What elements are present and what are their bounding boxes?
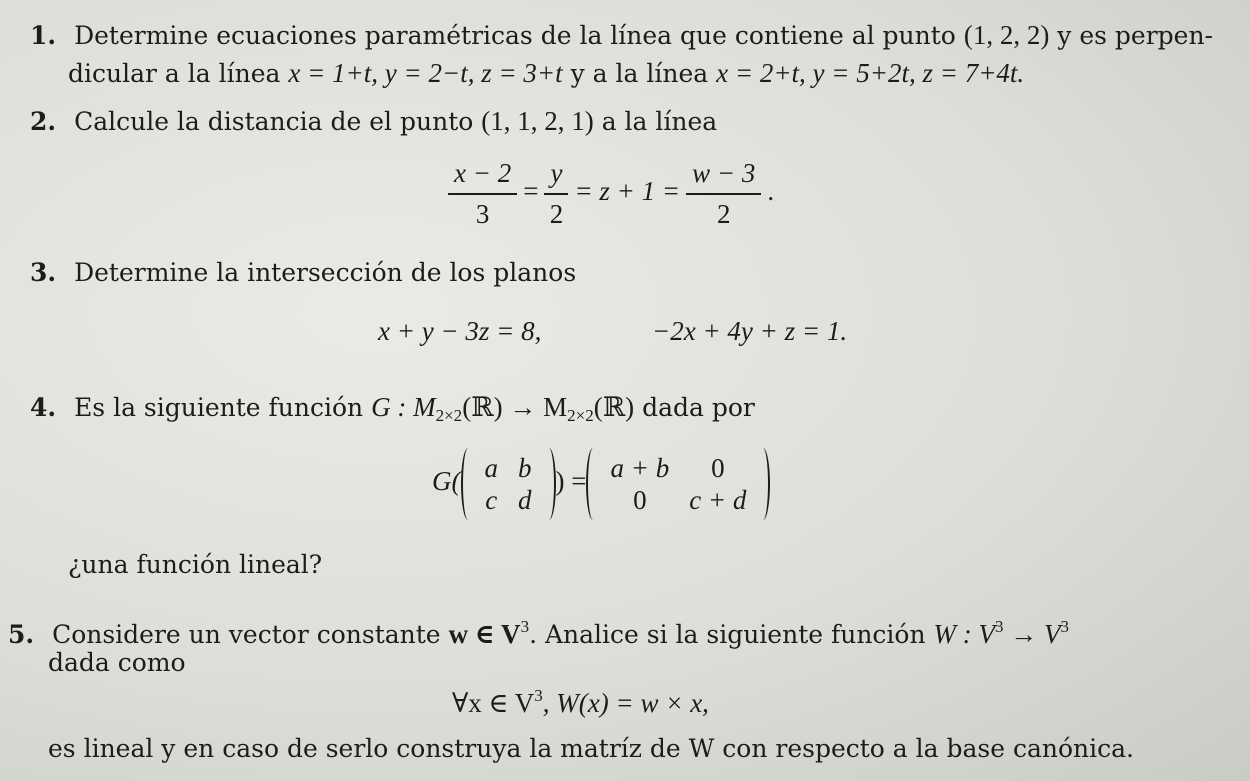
problem-5-line-1 (8, 612, 1069, 650)
problem-5-line-2: dada como (48, 648, 186, 677)
function-name: G : M (371, 392, 436, 422)
problem-number: 4. (30, 393, 57, 422)
forall-statement: ∀x ∈ V (452, 688, 535, 718)
problem-number: 2. (30, 107, 57, 136)
line-equation: x = 2+t, y = 5+2t, z = 7+4t. (716, 58, 1025, 88)
problem-text: Considere un vector constante (52, 620, 441, 649)
vector-w: w ∈ V (448, 619, 521, 649)
fraction-denominator: 2 (716, 199, 731, 229)
fraction-numerator: y (544, 158, 568, 195)
problem-text: Determine la intersección de los planos (74, 258, 577, 287)
fraction-numerator: x − 2 (448, 158, 517, 195)
problem-text: Es la siguiente función (74, 393, 364, 422)
superscript: 3 (534, 686, 543, 705)
function-arrow: → V (1003, 619, 1061, 649)
fraction (448, 158, 517, 230)
matrix-entry: a (484, 453, 498, 483)
fraction-denominator: 2 (549, 199, 564, 229)
line-equation: x = 1+t, y = 2−t, z = 3+t (288, 58, 563, 88)
function-codomain: (ℝ) (593, 392, 635, 422)
problem-5-line-4: es lineal y en caso de serlo construya la matríz de W con respecto a la base canónica. (48, 734, 1134, 763)
function-map: W : V (933, 619, 996, 649)
problem-text: a la línea (601, 107, 718, 136)
function-definition: , W(x) = w × x, (542, 688, 709, 718)
line-equation-fractions: $\frac{x - 2}{3}$ = $\frac{y}{2}$ = z + 1 = $\frac{w - 3}{2}$ . (442, 158, 774, 230)
matrix-entry: b (518, 453, 532, 483)
problem-1-line-2 (68, 58, 1024, 89)
function-apply: G( (432, 466, 461, 497)
matrix-definition (432, 452, 770, 516)
math-point: (1, 1, 2, 1) (481, 106, 594, 136)
matrix-entry: 0 (711, 453, 725, 483)
fraction (544, 158, 568, 230)
problem-number: 3. (30, 258, 57, 287)
superscript: 3 (995, 617, 1004, 636)
matrix-entry: d (518, 485, 532, 515)
superscript: 3 (1060, 617, 1070, 636)
problem-text: dicular a la línea (68, 59, 281, 88)
problem-3-line-1 (30, 258, 576, 288)
matrix-entry: 0 (633, 485, 647, 515)
math-point: (1, 2, 2) (963, 20, 1050, 50)
problem-1-line-1 (30, 20, 1213, 51)
problem-text: y a la línea (570, 59, 709, 88)
matrix-entry: a + b (610, 453, 670, 483)
output-matrix (586, 452, 770, 516)
problem-text: . Analice si la siguiente función (529, 620, 926, 649)
equation-middle: = z + 1 = (574, 176, 681, 207)
fraction-numerator: w − 3 (686, 158, 761, 195)
subscript: 2×2 (567, 406, 594, 425)
function-domain: (ℝ) → M (462, 392, 568, 422)
problem-text: Calcule la distancia de el punto (74, 107, 474, 136)
matrix-entry: c (485, 485, 498, 515)
problem-text: Determine ecuaciones paramétricas de la línea que contiene al punto (74, 21, 956, 50)
subscript: 2×2 (435, 406, 463, 425)
problem-number: 1. (30, 21, 57, 50)
cross-product-definition (452, 686, 709, 719)
plane-equation-1: x + y − 3z = 8, (378, 316, 542, 346)
plane-equation-2: −2x + 4y + z = 1. (652, 316, 848, 346)
problem-text: dada por (642, 393, 755, 422)
problem-number: 5. (8, 620, 35, 649)
fraction (686, 158, 761, 230)
problem-2-line-1 (30, 106, 717, 137)
problem-4-line-1 (30, 392, 755, 431)
matrix-entry: c + d (689, 485, 747, 515)
fraction-denominator: 3 (475, 199, 490, 229)
equals-sign: ) = (555, 466, 587, 497)
problem-4-question: ¿una función lineal? (68, 550, 323, 579)
input-matrix (461, 452, 556, 516)
problem-text: y es perpen- (1057, 21, 1214, 50)
superscript: 3 (520, 617, 530, 636)
